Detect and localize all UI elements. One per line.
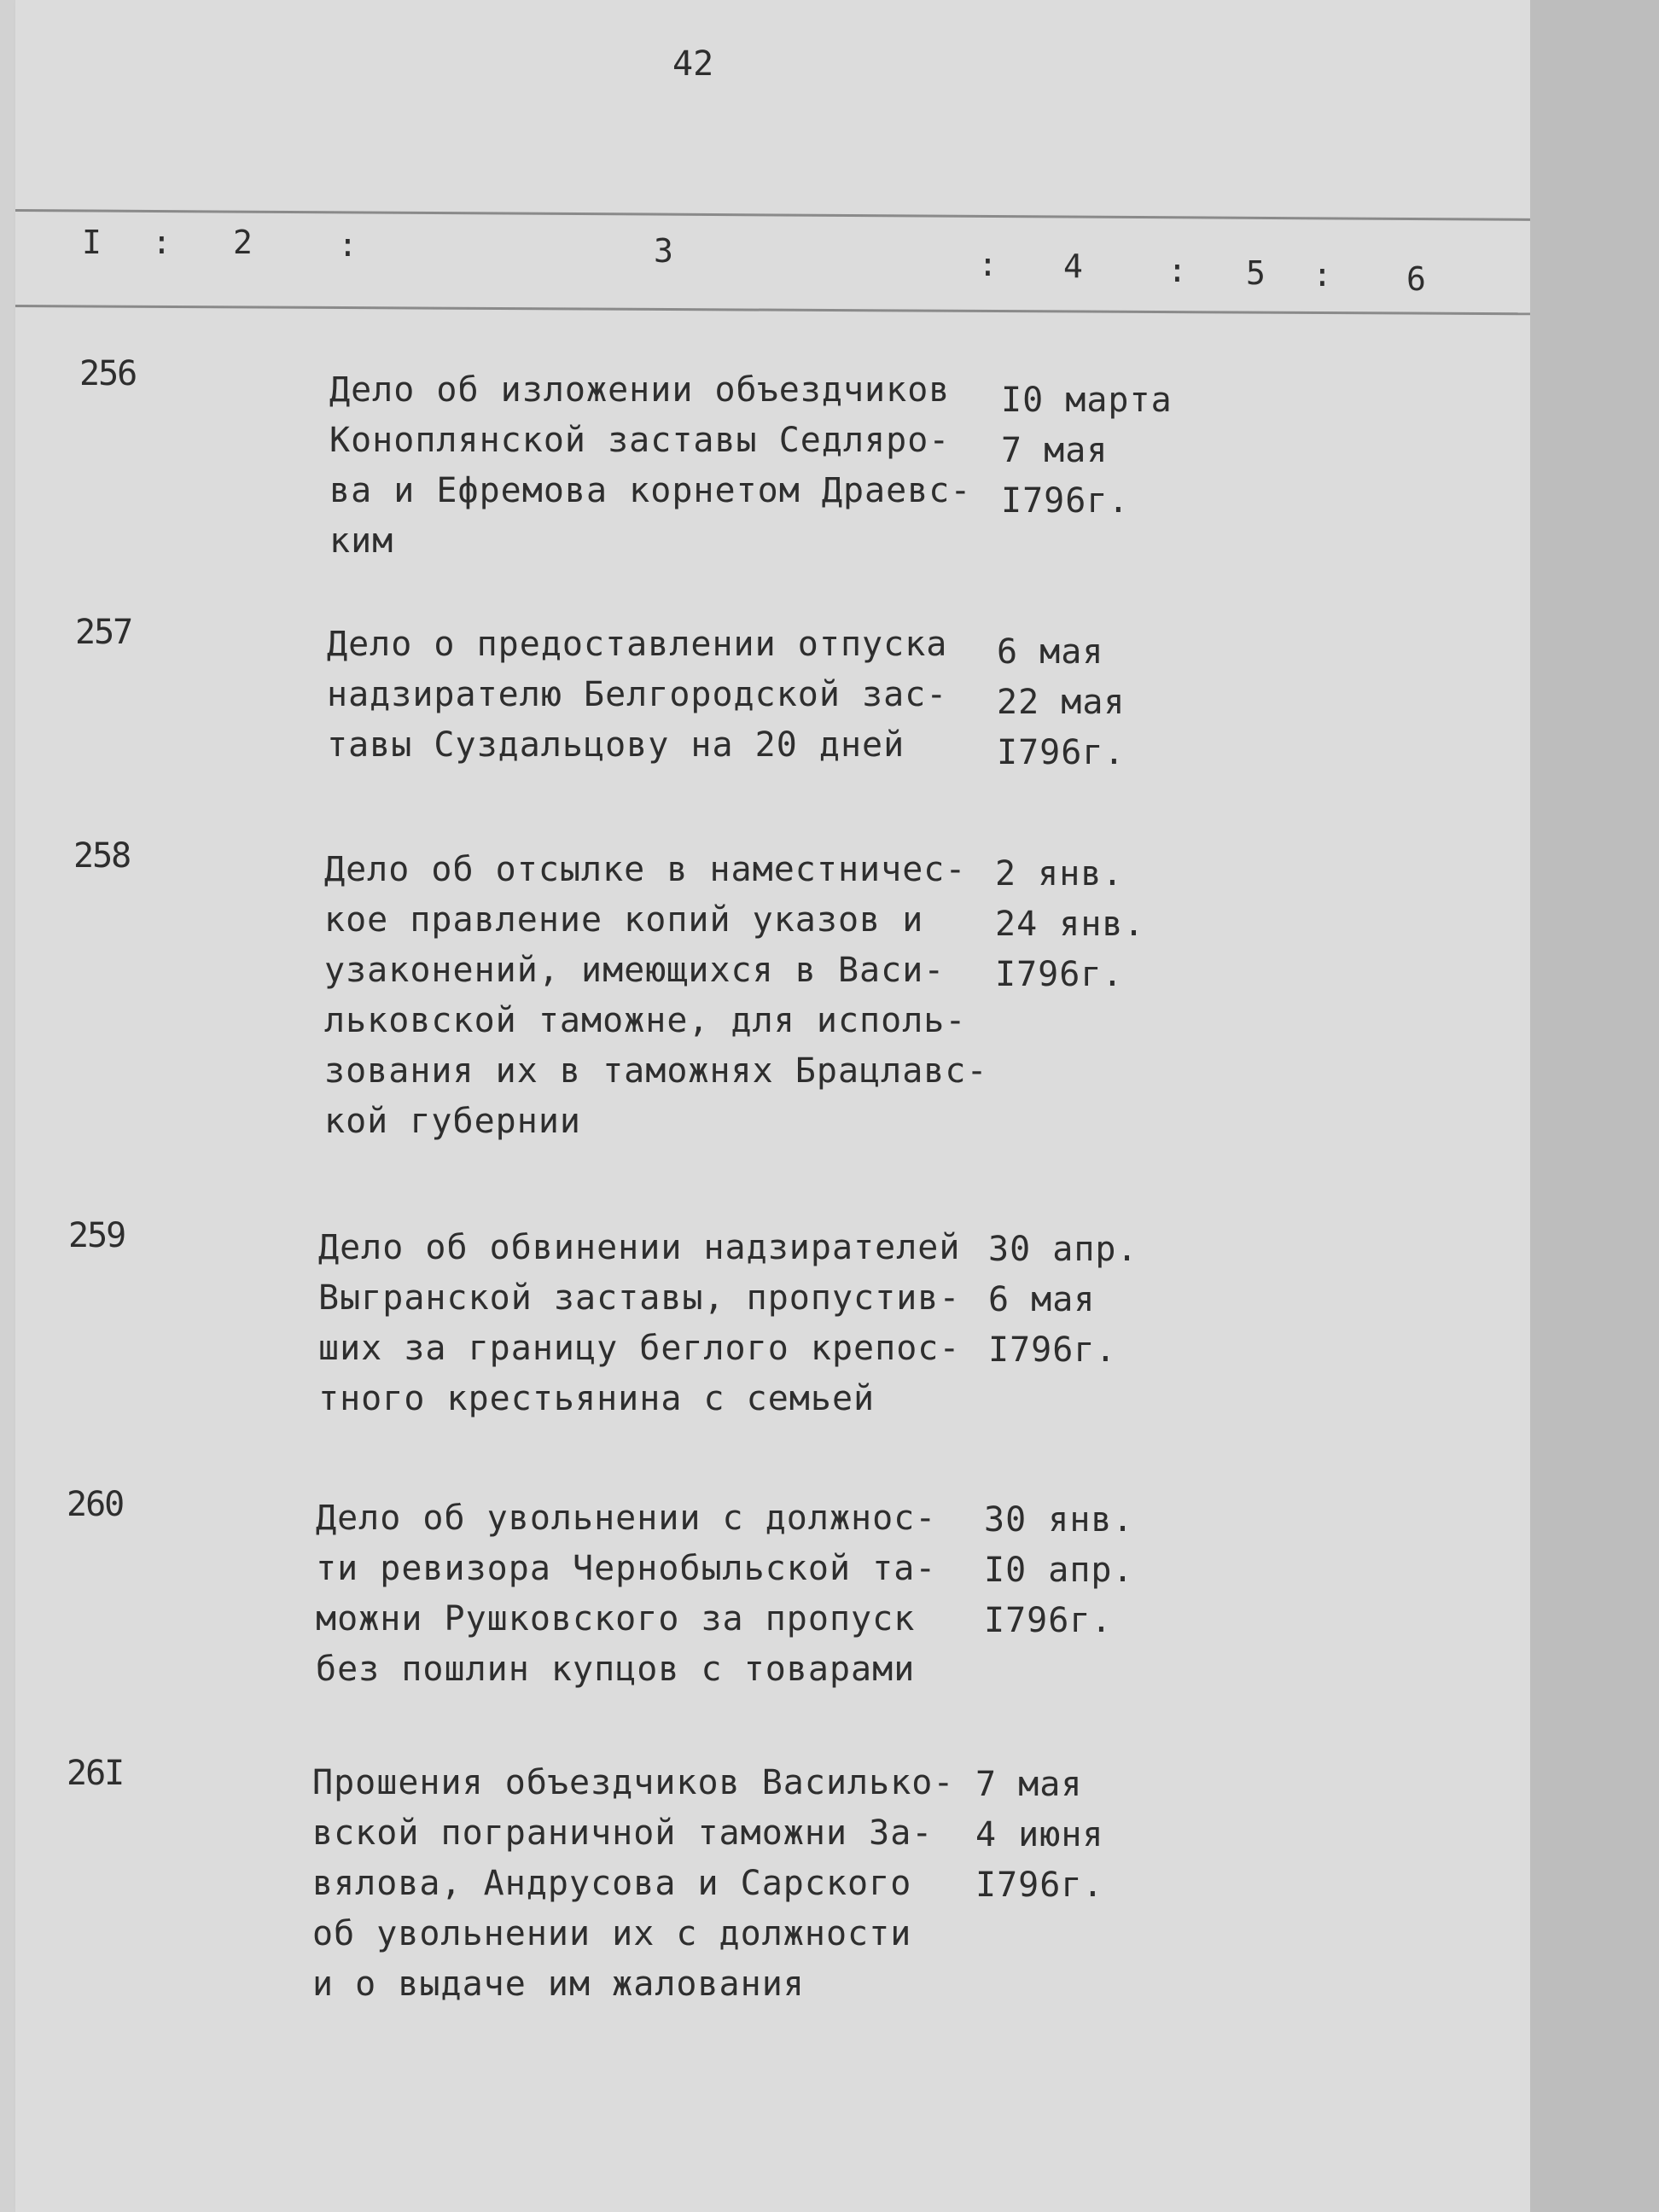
entry-description: [327, 620, 947, 771]
date-line: 2 янв.: [995, 854, 1124, 894]
description-line: об увольнении их с должности: [312, 1914, 912, 1953]
description-line: Дело об изложении объездчиков: [329, 370, 951, 410]
date-line: I796г.: [1001, 481, 1130, 521]
description-line: вялова, Андрусова и Сарского: [312, 1864, 912, 1903]
column-header-5: 5: [1246, 254, 1266, 292]
entry-description: [318, 1223, 960, 1424]
date-line: 7 мая: [1001, 431, 1109, 470]
entry-number: 259: [68, 1216, 125, 1255]
date-line: 7 мая: [975, 1765, 1083, 1804]
entry-dates: [997, 627, 1126, 778]
date-line: I0 апр.: [984, 1551, 1134, 1590]
date-line: I0 марта: [1001, 381, 1173, 420]
column-header-4: 4: [1063, 247, 1083, 285]
entry-dates: [1001, 375, 1173, 527]
description-line: льковской таможне, для исполь-: [324, 1001, 967, 1040]
description-line: можни Рушковского за пропуск: [316, 1599, 916, 1639]
entry-dates: [975, 1760, 1104, 1911]
description-line: ва и Ефремова корнетом Драевс-: [329, 471, 972, 510]
description-line: кой губернии: [324, 1102, 581, 1141]
entry-number: 256: [79, 354, 137, 393]
entry-description: [324, 845, 988, 1147]
description-line: надзирателю Белгородской зас-: [327, 675, 948, 714]
date-line: 30 янв.: [984, 1500, 1134, 1540]
description-line: ким: [329, 521, 394, 561]
document-page: [15, 0, 1530, 2212]
date-line: 24 янв.: [995, 905, 1145, 944]
date-line: 30 апр.: [988, 1230, 1138, 1269]
column-header-6: 6: [1406, 260, 1426, 298]
entry-description: [316, 1493, 936, 1695]
date-line: 6 мая: [988, 1280, 1096, 1319]
description-line: Дело о предоставлении отпуска: [327, 625, 948, 664]
description-line: Дело об обвинении надзирателей: [318, 1228, 961, 1267]
column-separator: :: [152, 224, 172, 261]
description-line: Выгранской заставы, пропустив-: [318, 1278, 961, 1318]
description-line: кое правление копий указов и: [324, 900, 924, 940]
entry-number: 26I: [67, 1754, 124, 1793]
date-line: 4 июня: [975, 1815, 1104, 1854]
column-header-1: I: [82, 224, 102, 261]
column-header-3: 3: [654, 232, 673, 270]
entry-description: [329, 365, 971, 567]
column-separator: :: [978, 246, 998, 283]
description-line: Дело об увольнении с должнос-: [316, 1499, 937, 1538]
description-line: Прошения объездчиков Василько-: [312, 1763, 955, 1802]
entry-description: [312, 1758, 954, 2010]
date-line: 22 мая: [997, 683, 1126, 722]
date-line: I796г.: [984, 1601, 1113, 1640]
description-line: тавы Суздальцову на 20 дней: [327, 725, 905, 765]
column-separator: :: [1313, 256, 1332, 294]
date-line: I796г.: [997, 733, 1126, 772]
column-separator: :: [1167, 252, 1187, 289]
date-line: 6 мая: [997, 632, 1104, 672]
description-line: тного крестьянина с семьей: [318, 1379, 876, 1418]
scan-background-strip: [1530, 0, 1659, 2212]
entry-dates: [984, 1495, 1134, 1646]
date-line: I796г.: [975, 1866, 1104, 1905]
entry-dates: [988, 1225, 1138, 1376]
description-line: узаконений, имеющихся в Васи-: [324, 951, 946, 990]
column-separator: :: [338, 226, 358, 264]
page-number: 42: [672, 44, 714, 84]
description-line: Коноплянской заставы Седляро-: [329, 421, 951, 460]
description-line: Дело об отсылке в наместничес-: [324, 850, 967, 889]
description-line: вской пограничной таможни За-: [312, 1813, 934, 1853]
description-line: ших за границу беглого крепос-: [318, 1329, 961, 1368]
column-header-2: 2: [233, 224, 253, 261]
entry-dates: [995, 849, 1145, 1000]
entry-number: 257: [75, 613, 132, 652]
header-top-rule: [15, 209, 1530, 221]
description-line: без пошлин купцов с товарами: [316, 1650, 916, 1689]
header-bottom-rule: [15, 305, 1530, 315]
entry-number: 258: [73, 836, 131, 876]
description-line: и о выдаче им жалования: [312, 1965, 805, 2004]
entry-number: 260: [67, 1485, 124, 1524]
description-line: зования их в таможнях Брацлавс-: [324, 1051, 988, 1091]
date-line: I796г.: [995, 955, 1124, 994]
date-line: I796г.: [988, 1330, 1117, 1370]
description-line: ти ревизора Чернобыльской та-: [316, 1549, 937, 1588]
